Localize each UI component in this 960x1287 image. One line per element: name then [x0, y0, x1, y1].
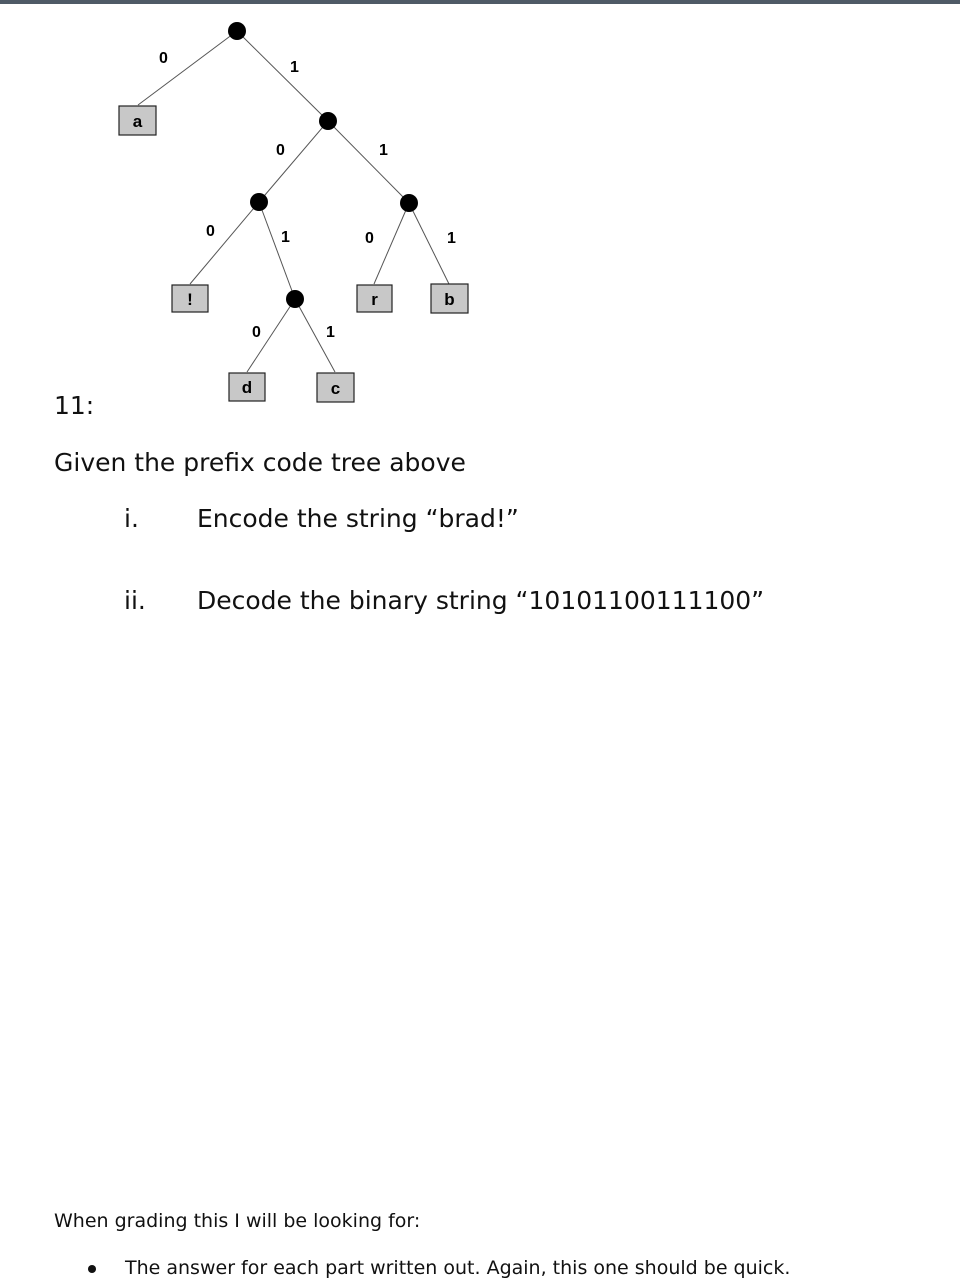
edge-label: 1: [447, 230, 456, 247]
part-text: Decode the binary string “10101100111100”: [197, 586, 765, 615]
tree-node: [250, 193, 268, 211]
leaf-a-label: a: [132, 112, 143, 131]
leaf-d-label: d: [241, 378, 253, 397]
tree-edge: [328, 121, 409, 203]
edge-label: 1: [379, 142, 388, 159]
bullet-text: The answer for each part written out. Again, this one should be quick.: [125, 1257, 791, 1279]
tree-edge: [409, 203, 449, 284]
leaf-r-label: r: [371, 290, 378, 309]
edge-label: 0: [252, 324, 261, 341]
leaf-exclaim-label: !: [187, 290, 193, 309]
leaf-b-label: b: [444, 290, 455, 309]
tree-node: [400, 194, 418, 212]
tree-edge: [237, 31, 328, 121]
leaf-c-label: c: [330, 379, 341, 398]
tree-edge: [259, 121, 328, 202]
edge-label: 0: [159, 50, 168, 67]
tree-edge: [190, 202, 259, 284]
question-intro: Given the prefix code tree above: [54, 448, 466, 477]
tree-edge: [259, 202, 295, 299]
bullet-icon: [88, 1265, 96, 1273]
part-number: i.: [124, 504, 139, 533]
edge-label: 0: [276, 142, 285, 159]
edge-label: 1: [290, 59, 299, 76]
tree-node: [228, 22, 246, 40]
question-number: 11:: [54, 391, 95, 420]
prefix-code-tree: [0, 0, 960, 420]
tree-edge: [374, 203, 409, 284]
edge-label: 0: [365, 230, 374, 247]
grading-heading: When grading this I will be looking for:: [54, 1210, 421, 1232]
tree-node: [319, 112, 337, 130]
part-number: ii.: [124, 586, 146, 615]
part-text: Encode the string “brad!”: [197, 504, 519, 533]
edge-label: 0: [206, 223, 215, 240]
tree-edge: [138, 31, 237, 105]
edge-label: 1: [281, 229, 290, 246]
edge-label: 1: [326, 324, 335, 341]
tree-node: [286, 290, 304, 308]
